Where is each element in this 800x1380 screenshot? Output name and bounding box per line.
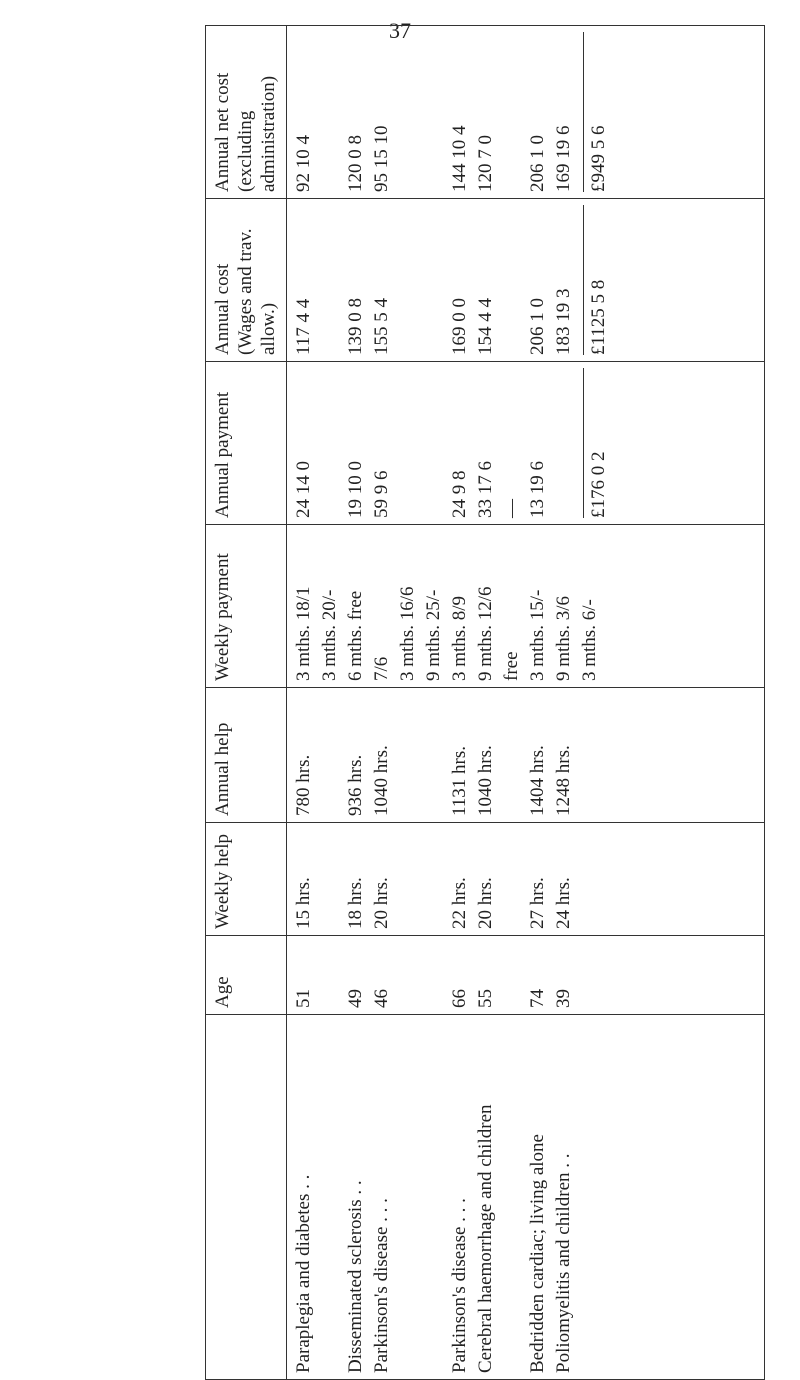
cell-annual-net-cost xyxy=(397,32,423,192)
cell-weekly-payment: free xyxy=(501,651,523,681)
cell-weekly-help xyxy=(579,829,605,929)
cell-annual-cost: 117 4 4 xyxy=(293,298,315,355)
cell-annual-cost: 154 4 4 xyxy=(475,298,497,355)
cell-weekly-payment: 3 mths. 18/1 xyxy=(293,586,315,681)
annual-cost-column xyxy=(287,199,765,362)
cell-annual-net-cost: 144 10 4 xyxy=(449,125,471,192)
cell-weekly-payment: 7/6 xyxy=(371,656,393,681)
total-annual-cost: £1125 5 8 xyxy=(583,205,614,355)
cell-condition xyxy=(423,1021,449,1373)
cell-annual-help: 1248 hrs. xyxy=(553,745,575,816)
page-number: 37 xyxy=(389,18,411,43)
cell-annual-cost: 139 0 8 xyxy=(345,298,367,355)
cell-annual-payment: 33 17 6 xyxy=(475,461,497,518)
cell-age: 66 xyxy=(449,989,471,1008)
header-age: Age xyxy=(206,936,287,1015)
cell-weekly-help: 24 hrs. xyxy=(553,877,575,929)
cell-annual-help xyxy=(423,694,449,816)
cell-annual-cost xyxy=(319,205,345,355)
cell-condition: Cerebral haemorrhage and children xyxy=(475,1104,497,1373)
header-annual-net-cost: Annual net cost (excluding administration) xyxy=(206,26,287,199)
cell-weekly-help: 18 hrs. xyxy=(345,877,367,929)
cell-age: 49 xyxy=(345,989,367,1008)
header-annual-cost: Annual cost (Wages and trav. allow.) xyxy=(206,199,287,362)
cell-condition: Disseminated sclerosis . . xyxy=(345,1180,367,1373)
age-column xyxy=(287,936,765,1015)
rotated-table-wrapper xyxy=(205,72,765,1380)
cell-annual-payment: — xyxy=(501,499,523,518)
cell-condition: Bedridden cardiac; living alone xyxy=(527,1134,549,1373)
table-body-row xyxy=(287,26,765,1380)
cell-annual-payment: 19 10 0 xyxy=(345,461,367,518)
cell-weekly-help: 20 hrs. xyxy=(475,877,497,929)
cell-annual-help xyxy=(501,694,527,816)
cell-weekly-help xyxy=(319,829,345,929)
cell-age: 74 xyxy=(527,989,549,1008)
cell-condition xyxy=(319,1021,345,1373)
cell-annual-cost: 183 19 3 xyxy=(553,288,575,355)
cell-weekly-help: 22 hrs. xyxy=(449,877,471,929)
cell-age: 46 xyxy=(371,989,393,1008)
header-annual-payment: Annual payment xyxy=(206,362,287,525)
cell-age xyxy=(319,942,345,1008)
cell-weekly-payment: 9 mths. 12/6 xyxy=(475,586,497,681)
cell-weekly-payment: 9 mths. 3/6 xyxy=(553,596,575,681)
cell-weekly-help: 27 hrs. xyxy=(527,877,549,929)
cell-annual-help: 1131 hrs. xyxy=(449,745,471,816)
cell-condition: Poliomyelitis and children . . xyxy=(553,1153,575,1373)
cell-annual-payment: 24 9 8 xyxy=(449,470,471,518)
cell-age xyxy=(397,942,423,1008)
cell-age: 55 xyxy=(475,989,497,1008)
cell-age xyxy=(423,942,449,1008)
cell-annual-payment xyxy=(423,368,449,518)
cell-annual-net-cost: 120 7 0 xyxy=(475,135,497,192)
cell-age xyxy=(579,942,605,1008)
header-row xyxy=(206,26,287,1380)
cell-annual-payment: 24 14 0 xyxy=(293,461,315,518)
cell-annual-help xyxy=(319,694,345,816)
cell-weekly-payment: 3 mths. 8/9 xyxy=(449,596,471,681)
cell-weekly-payment: 3 mths. 20/- xyxy=(319,589,341,681)
cell-annual-help xyxy=(397,694,423,816)
header-annual-help: Annual help xyxy=(206,688,287,823)
cell-annual-cost xyxy=(397,205,423,355)
condition-column xyxy=(287,1015,765,1380)
cell-annual-payment: 59 9 6 xyxy=(371,470,393,518)
cell-annual-net-cost: 120 0 8 xyxy=(345,135,367,192)
total-annual-payment: £176 0 2 xyxy=(583,368,614,518)
cell-annual-help: 1040 hrs. xyxy=(371,745,393,816)
cell-annual-help: 936 hrs. xyxy=(345,754,367,816)
cell-weekly-help xyxy=(397,829,423,929)
cell-annual-help: 1040 hrs. xyxy=(475,745,497,816)
header-weekly-help: Weekly help xyxy=(206,823,287,936)
cell-annual-help: 1404 hrs. xyxy=(527,745,549,816)
case-cost-table xyxy=(205,25,765,1380)
cell-weekly-payment: 6 mths. free xyxy=(345,590,367,681)
cell-annual-net-cost xyxy=(501,32,527,192)
cell-annual-help xyxy=(579,694,605,816)
cell-weekly-payment: 3 mths. 6/- xyxy=(579,599,601,681)
cell-annual-payment xyxy=(553,368,579,518)
header-condition xyxy=(206,1015,287,1380)
cell-annual-net-cost xyxy=(319,32,345,192)
cell-age: 39 xyxy=(553,989,575,1008)
cell-weekly-payment: 3 mths. 15/- xyxy=(527,589,549,681)
cell-age xyxy=(501,942,527,1008)
header-weekly-payment: Weekly payment xyxy=(206,525,287,688)
total-annual-net-cost: £949 5 6 xyxy=(583,32,614,192)
cell-annual-cost: 169 0 0 xyxy=(449,298,471,355)
cell-annual-net-cost: 169 19 6 xyxy=(553,125,575,192)
cell-annual-net-cost xyxy=(423,32,449,192)
cell-condition xyxy=(501,1021,527,1373)
cell-condition xyxy=(579,1021,605,1373)
cell-weekly-help xyxy=(501,829,527,929)
cell-weekly-help: 15 hrs. xyxy=(293,877,315,929)
annual-payment-column xyxy=(287,362,765,525)
cell-annual-payment xyxy=(397,368,423,518)
cell-annual-net-cost: 95 15 10 xyxy=(371,125,393,192)
cell-weekly-help: 20 hrs. xyxy=(371,877,393,929)
cell-condition xyxy=(397,1021,423,1373)
cell-age: 51 xyxy=(293,989,315,1008)
annual-net-cost-column xyxy=(287,26,765,199)
cell-annual-cost xyxy=(501,205,527,355)
annual-help-column xyxy=(287,688,765,823)
cell-annual-cost: 155 5 4 xyxy=(371,298,393,355)
cell-annual-net-cost: 92 10 4 xyxy=(293,135,315,192)
weekly-payment-column xyxy=(287,525,765,688)
cell-annual-help: 780 hrs. xyxy=(293,754,315,816)
cell-annual-payment xyxy=(319,368,345,518)
cell-weekly-payment: 3 mths. 16/6 xyxy=(397,586,419,681)
cell-annual-cost xyxy=(423,205,449,355)
cell-weekly-payment: 9 mths. 25/- xyxy=(423,589,445,681)
cell-condition: Parkinson's disease . . . xyxy=(371,1198,393,1373)
cell-condition: Parkinson's disease . . . xyxy=(449,1198,471,1373)
cell-weekly-help xyxy=(423,829,449,929)
weekly-help-column xyxy=(287,823,765,936)
cell-condition: Paraplegia and diabetes . . xyxy=(293,1174,315,1373)
cell-annual-net-cost: 206 1 0 xyxy=(527,135,549,192)
cell-annual-payment: 13 19 6 xyxy=(527,461,549,518)
cell-annual-cost: 206 1 0 xyxy=(527,298,549,355)
